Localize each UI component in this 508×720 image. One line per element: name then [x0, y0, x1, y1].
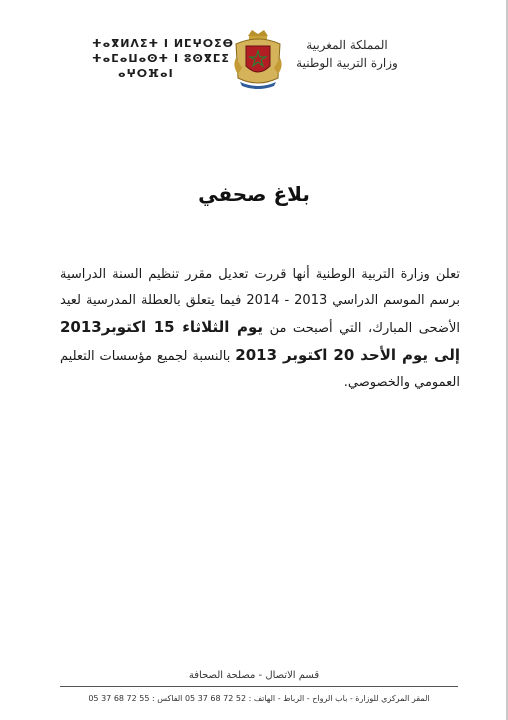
- ministry-name: وزارة التربية الوطنية: [296, 56, 398, 70]
- kingdom-name: المملكة المغربية: [306, 38, 388, 52]
- body-suffix: بالنسبة لجميع مؤسسات التعليم العمومي والخصوصي.: [60, 349, 460, 390]
- body-intro: تعلن وزارة التربية الوطنية أنها قررت تعديل مقرر تنظيم السنة الدراسية برسم الموسم الدراسي 2013 - 2014 فيما يتعلق بالعطلة المدرسية لعيد الأضحى المبارك،: [60, 267, 460, 336]
- footer-address: المقر المركزي للوزارة - باب الرواح - الرباط - الهاتف : 52 72 68 37 05 الفاكس : 55 72 68 37 05: [88, 694, 430, 703]
- footer-department: قسم الاتصال - مصلحة الصحافة: [188, 670, 320, 681]
- document-title: بلاغ صحفي: [198, 182, 310, 206]
- tifinagh-line-1: ⵜⴰⴳⵍⴷⵉⵜ ⵏ ⵍⵎⵖⵔⵉⴱ: [92, 37, 235, 50]
- tifinagh-line-2: ⵜⴰⵎⴰⵡⴰⵙⵜ ⵏ ⵓⵙⴳⵎⵉ: [92, 52, 230, 65]
- body-prefix: التي أصبحت من: [269, 321, 362, 336]
- ministry-header: [292, 36, 402, 72]
- tifinagh-line-3: ⴰⵖⵔⴼⴰⵏ: [118, 67, 174, 80]
- press-release-body: [60, 262, 460, 396]
- tifinagh-header: [92, 36, 235, 81]
- footer-divider: [60, 686, 458, 687]
- holiday-dates: يوم الثلاثاء 15 اكتوبر2013 إلى يوم الأحد 20 اكتوبر 2013: [60, 318, 461, 364]
- moroccan-coat-of-arms-icon: [230, 28, 286, 90]
